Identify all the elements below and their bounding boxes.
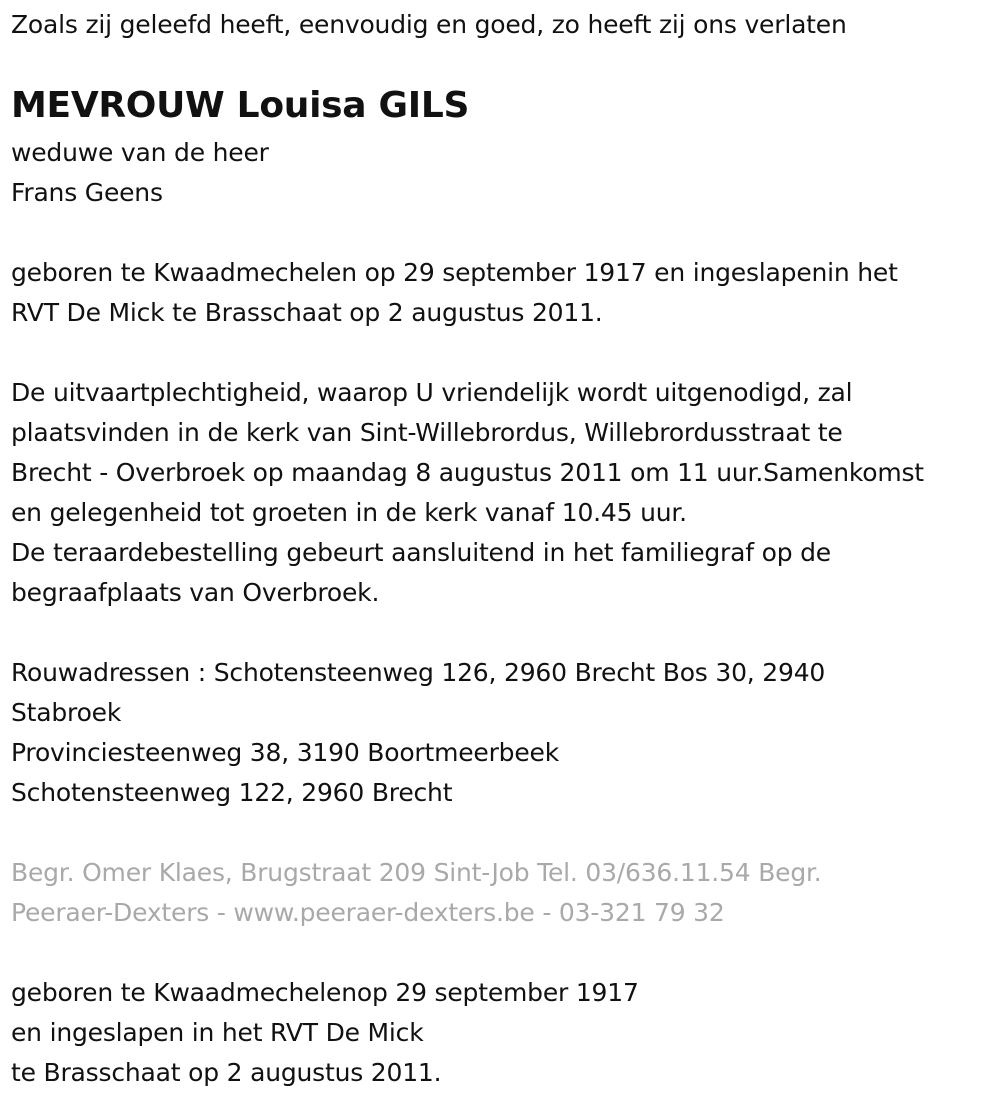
service-line: plaatsvinden in de kerk van Sint-Willebrordus, Willebrordusstraat te: [11, 418, 843, 447]
birth-death-line: RVT De Mick te Brasschaat op 2 augustus 2011.: [11, 298, 603, 327]
widow-section: [11, 133, 269, 213]
closing-line: geboren te Kwaadmechelenop 29 september 1917: [11, 978, 639, 1007]
burial-line: De teraardebestelling gebeurt aansluitend in het familiegraf op de: [11, 538, 831, 567]
closing-line: te Brasschaat op 2 augustus 2011.: [11, 1058, 442, 1087]
funeral-home-line: Peeraer-Dexters - www.peeraer-dexters.be - 03-321 79 32: [11, 898, 725, 927]
funeral-home-line: Begr. Omer Klaes, Brugstraat 209 Sint-Job Tel. 03/636.11.54 Begr.: [11, 858, 822, 887]
service-line: Brecht - Overbroek op maandag 8 augustus 2011 om 11 uur.Samenkomst: [11, 458, 924, 487]
address-line: Provinciesteenweg 38, 3190 Boortmeerbeek: [11, 738, 559, 767]
service-line: De uitvaartplechtigheid, waarop U vriendelijk wordt uitgenodigd, zal: [11, 378, 853, 407]
burial-line: begraafplaats van Overbroek.: [11, 578, 380, 607]
closing-line: en ingeslapen in het RVT De Mick: [11, 1018, 424, 1047]
closing-section: [11, 973, 639, 1093]
address-line: Rouwadressen : Schotensteenweg 126, 2960 Brecht Bos 30, 2940: [11, 658, 826, 687]
funeral-home-section: [11, 853, 822, 933]
mourning-addresses-section: [11, 653, 825, 813]
birth-death-line: geboren te Kwaadmechelen op 29 september 1917 en ingeslapenin het: [11, 258, 898, 287]
address-line: Schotensteenweg 122, 2960 Brecht: [11, 778, 453, 807]
service-line: en gelegenheid tot groeten in de kerk vanaf 10.45 uur.: [11, 498, 687, 527]
widow-line: weduwe van de heer: [11, 138, 269, 167]
deceased-name: MEVROUW Louisa GILS: [11, 85, 470, 126]
birth-death-section: [11, 253, 898, 333]
address-line: Stabroek: [11, 698, 122, 727]
funeral-service-section: [11, 373, 924, 613]
spouse-name: Frans Geens: [11, 178, 163, 207]
intro-quote: Zoals zij geleefd heeft, eenvoudig en goed, zo heeft zij ons verlaten: [11, 10, 847, 39]
